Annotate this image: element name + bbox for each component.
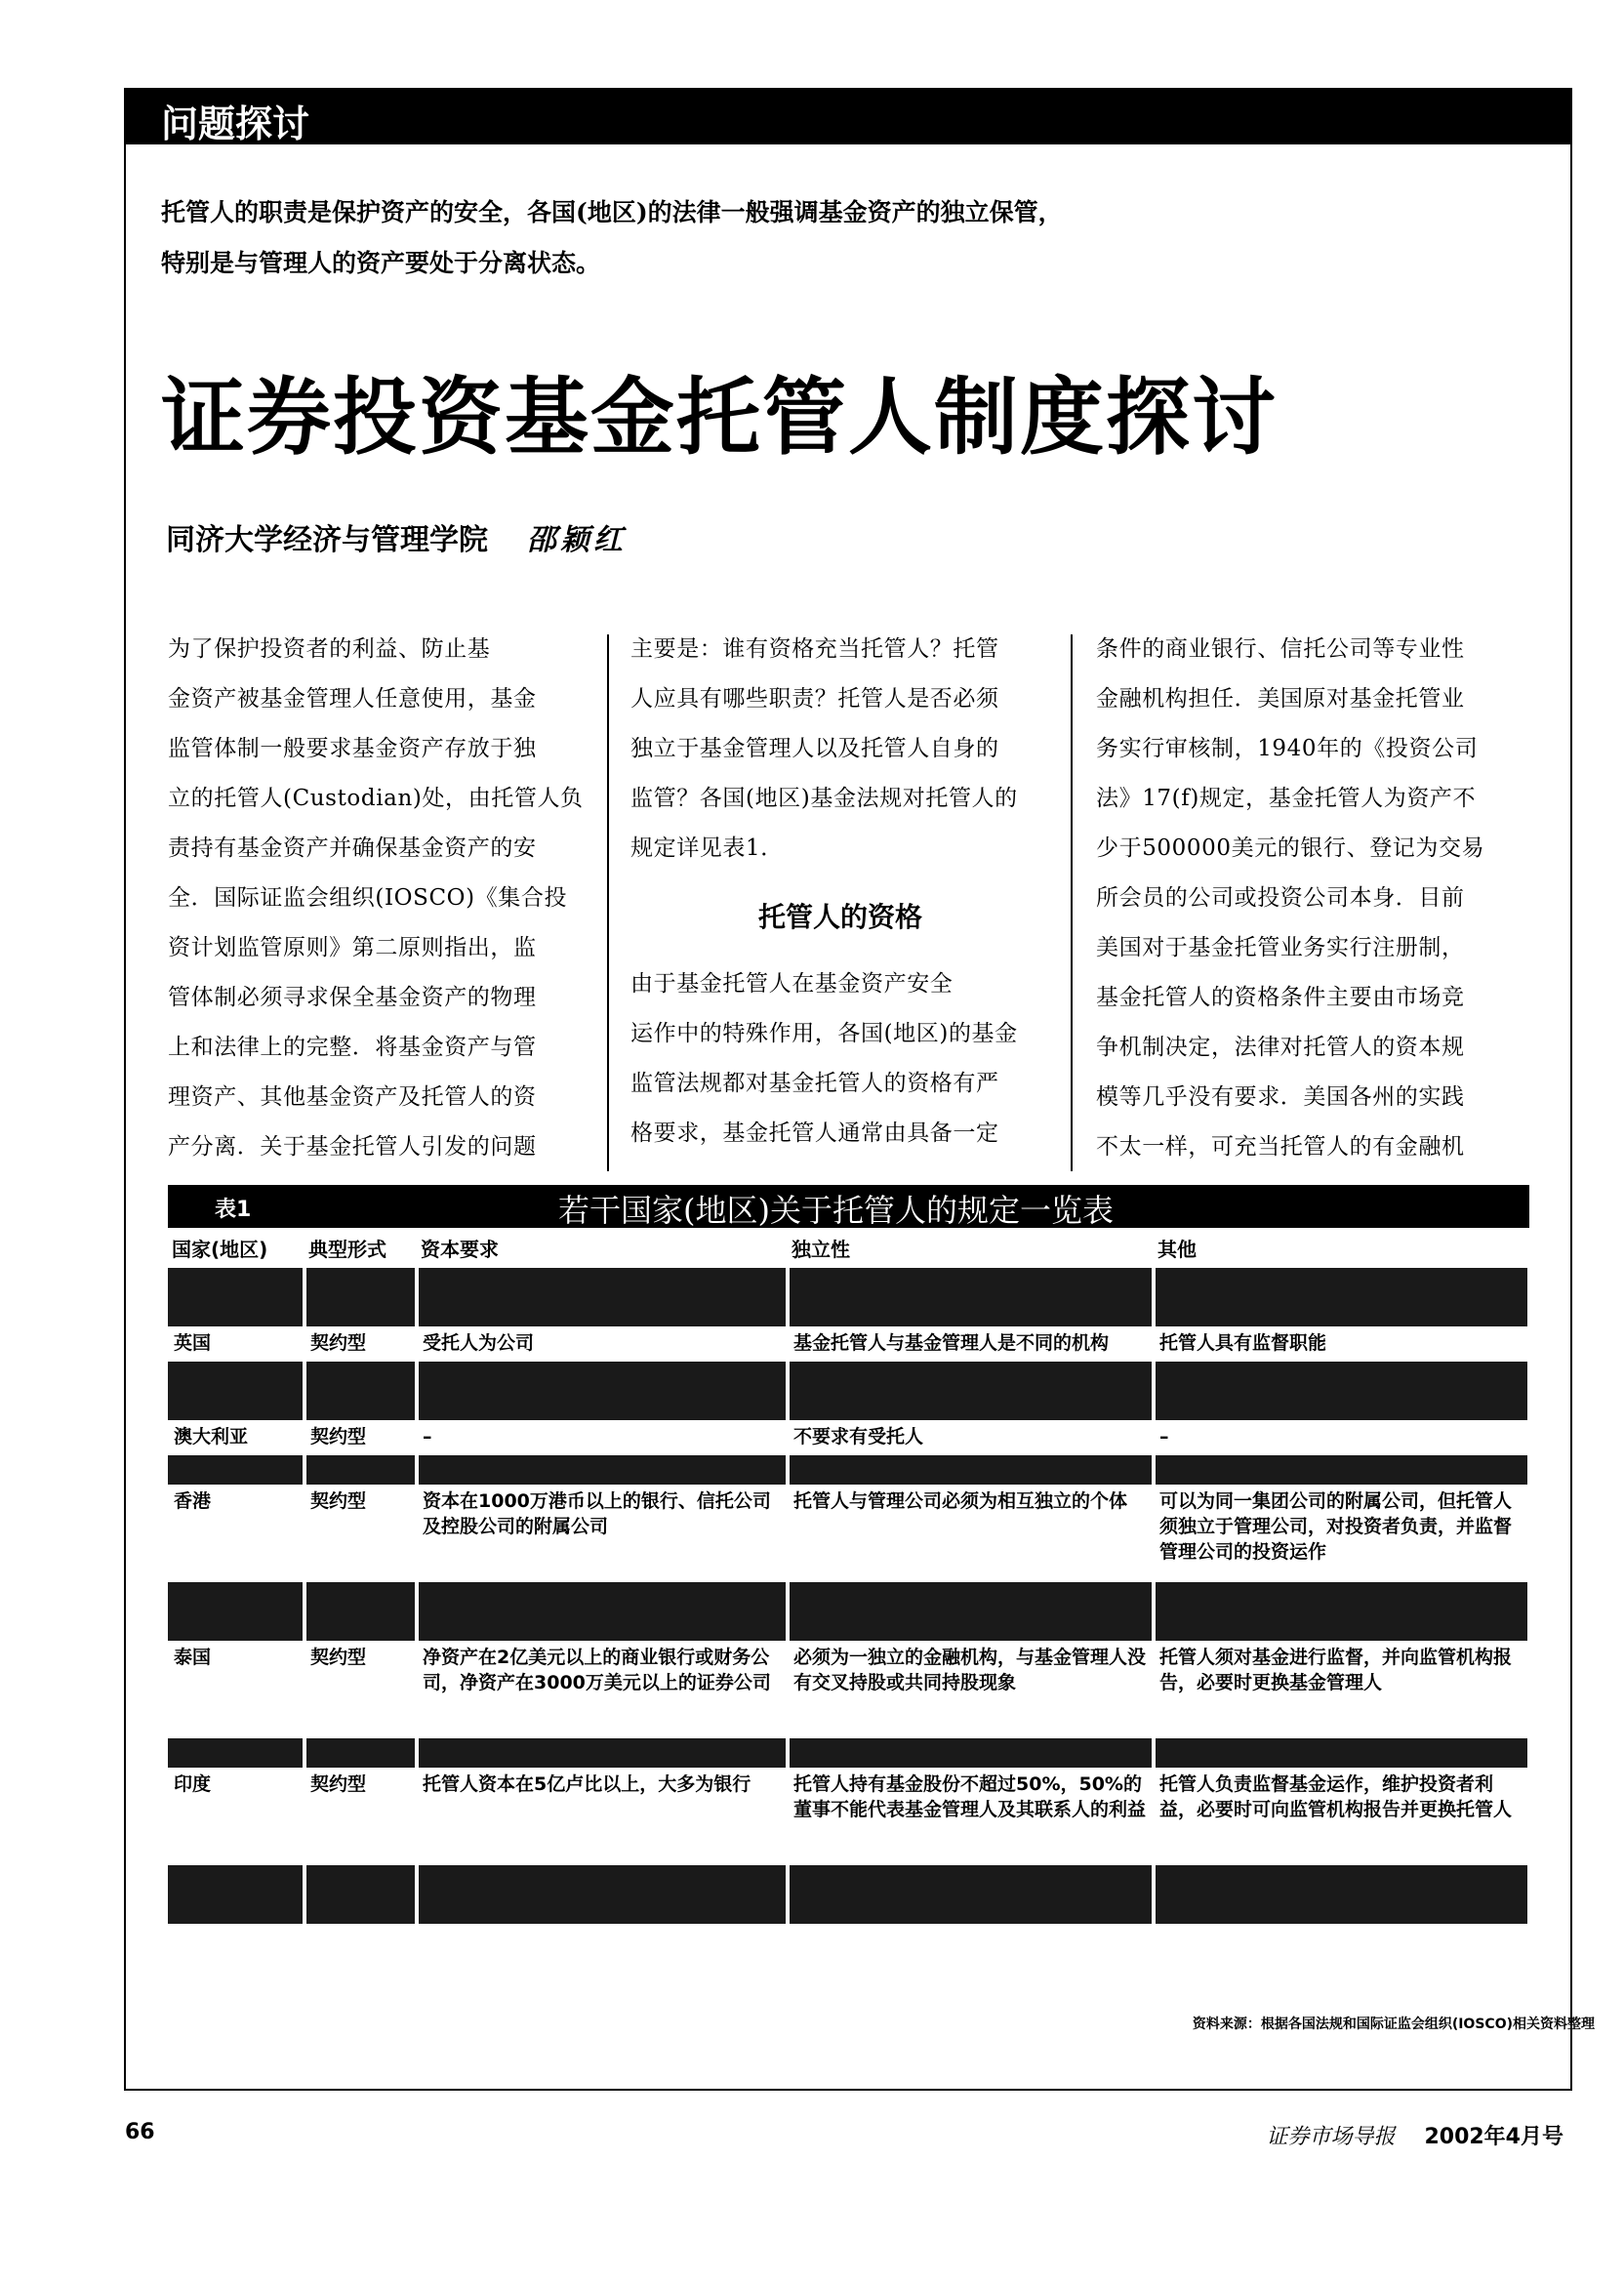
body-text-line: 责持有基金资产并确保基金资产的安 [168,835,537,861]
lead-line: 托管人的职责是保护资产的安全，各国(地区)的法律一般强调基金资产的独立保管， [161,198,1063,226]
column-header: 国家(地区) [172,1238,268,1261]
redacted-cell [168,1454,304,1485]
cell-form: 契约型 [304,1768,417,1864]
section-label: 问题探讨 [161,102,310,145]
redacted-row [168,1268,1529,1326]
body-column-3 [1096,625,1530,1172]
redacted-cell [417,1581,788,1641]
redacted-cell [304,1737,417,1768]
body-text-line: 所会员的公司或投资公司本身．目前 [1096,885,1465,911]
redacted-cell [788,1361,1154,1420]
body-text-line: 独立于基金管理人以及托管人自身的 [630,736,999,761]
cell-capital: – [417,1420,788,1454]
redacted-cell [1154,1581,1529,1641]
body-text-line: 美国对于基金托管业务实行注册制， [1096,935,1465,960]
redacted-cell [1154,1454,1529,1485]
table [168,1228,1531,1924]
body-text-line: 监管？各国(地区)基金法规对托管人的 [630,786,1018,811]
cell-independence: 必须为一独立的金融机构，与基金管理人没有交叉持股或共同持股现象 [788,1641,1154,1737]
body-text-line: 法》17(f)规定，基金托管人为资产不 [1096,786,1477,811]
cell-independence: 不要求有受托人 [788,1420,1154,1454]
body-text-line: 监管法规都对基金托管人的资格有严 [630,1071,999,1096]
column-header: 独立性 [792,1238,850,1261]
cell-other: 托管人负责监督基金运作，维护投资者利益，必要时可向监管机构报告并更换托管人 [1154,1768,1529,1864]
page-number: 66 [125,2120,155,2144]
cell-country: 香港 [168,1485,304,1581]
magazine-name: 证券市场导报 [1266,2125,1396,2149]
lead-line: 特别是与管理人的资产要处于分离状态。 [161,249,601,277]
cell-country: 泰国 [168,1641,304,1737]
redacted-cell [168,1268,304,1326]
body-text-line: 管体制必须寻求保全基金资产的物理 [168,985,537,1010]
redacted-row [168,1581,1529,1641]
body-text-line: 立的托管人(Custodian)处，由托管人负 [168,786,584,811]
column-divider [607,634,609,1171]
cell-capital: 资本在1000万港币以上的银行、信托公司及控股公司的附属公司 [417,1485,788,1581]
table-row [168,1326,1529,1361]
redacted-row [168,1737,1529,1768]
table-caption: 若干国家(地区)关于托管人的规定一览表 [558,1192,1114,1229]
body-text-line: 人应具有哪些职责？托管人是否必须 [630,686,999,712]
table-header-row [168,1228,1529,1268]
cell-independence: 基金托管人与基金管理人是不同的机构 [788,1326,1154,1361]
cell-form: 契约型 [304,1641,417,1737]
column-divider [1071,634,1073,1171]
body-text-line: 争机制决定，法律对托管人的资本规 [1096,1035,1465,1060]
redacted-cell [788,1737,1154,1768]
body-column-1 [168,625,584,1172]
section-header [124,88,1572,144]
redacted-cell [1154,1268,1529,1326]
column-header: 典型形式 [308,1238,386,1261]
redacted-cell [417,1864,788,1924]
subheading: 托管人的资格 [757,901,922,933]
column-header: 其他 [1157,1238,1197,1261]
cell-other: 可以为同一集团公司的附属公司，但托管人须独立于管理公司，对投资者负责，并监督管理公司的投资运作 [1154,1485,1529,1581]
redacted-cell [788,1581,1154,1641]
redacted-cell [417,1361,788,1420]
body-text-line: 资计划监管原则》第二原则指出，监 [168,935,537,960]
author-affiliation: 同济大学经济与管理学院 [166,523,488,557]
body-text-line: 基金托管人的资格条件主要由市场竞 [1096,985,1465,1010]
byline [166,515,627,558]
cell-independence: 托管人与管理公司必须为相互独立的个体 [788,1485,1154,1581]
table-row [168,1768,1529,1864]
body-text-line: 主要是：谁有资格充当托管人？托管 [630,636,999,662]
cell-form: 契约型 [304,1485,417,1581]
issue-date: 2002年4月号 [1424,2125,1563,2149]
lead-summary [161,187,1449,289]
redacted-cell [168,1581,304,1641]
cell-capital: 受托人为公司 [417,1326,788,1361]
redacted-cell [304,1268,417,1326]
body-column-2 [630,625,1050,1159]
redacted-cell [1154,1361,1529,1420]
redacted-cell [168,1737,304,1768]
body-text-line: 条件的商业银行、信托公司等专业性 [1096,636,1465,662]
cell-independence: 托管人持有基金股份不超过50%，50%的董事不能代表基金管理人及其联系人的利益 [788,1768,1154,1864]
table-label: 表1 [215,1198,252,1222]
redacted-cell [304,1581,417,1641]
redacted-cell [304,1454,417,1485]
cell-other: 托管人须对基金进行监督，并向监管机构报告，必要时更换基金管理人 [1154,1641,1529,1737]
cell-form: 契约型 [304,1420,417,1454]
redacted-cell [788,1454,1154,1485]
cell-capital: 托管人资本在5亿卢比以上，大多为银行 [417,1768,788,1864]
table-row [168,1420,1529,1454]
cell-form: 契约型 [304,1326,417,1361]
cell-country: 印度 [168,1768,304,1864]
body-text-line: 监管体制一般要求基金资产存放于独 [168,736,537,761]
redacted-row [168,1361,1529,1420]
redacted-cell [788,1268,1154,1326]
footer-masthead [1266,2120,1563,2150]
body-text-line: 金融机构担任．美国原对基金托管业 [1096,686,1465,712]
body-text-line: 为了保护投资者的利益、防止基 [168,636,491,662]
redacted-cell [417,1737,788,1768]
redacted-cell [417,1454,788,1485]
column-header: 资本要求 [421,1238,499,1261]
body-text-line: 理资产、其他基金资产及托管人的资 [168,1084,537,1110]
table-source-note: 资料来源：根据各国法规和国际证监会组织(IOSCO)相关资料整理 [1192,2017,1595,2032]
cell-other: – [1154,1420,1529,1454]
body-text-line: 模等几乎没有要求．美国各州的实践 [1096,1084,1465,1110]
redacted-cell [788,1864,1154,1924]
body-text-line: 不太一样，可充当托管人的有金融机 [1096,1134,1465,1160]
redacted-cell [417,1268,788,1326]
body-text-line: 运作中的特殊作用，各国(地区)的基金 [630,1021,1018,1046]
redacted-cell [304,1361,417,1420]
table-row [168,1641,1529,1737]
regulation-table [168,1185,1529,1924]
body-text-line: 少于500000美元的银行、登记为交易 [1096,835,1485,861]
article-title: 证券投资基金托管人制度探讨 [161,369,1278,467]
body-text-line: 规定详见表1． [630,835,784,861]
table-title-bar [168,1185,1529,1228]
author-name: 邵颖红 [527,523,627,557]
redacted-cell [1154,1864,1529,1924]
redacted-cell [168,1361,304,1420]
cell-country: 英国 [168,1326,304,1361]
redacted-cell [304,1864,417,1924]
body-text-line: 务实行审核制，1940年的《投资公司 [1096,736,1479,761]
body-text-line: 金资产被基金管理人任意使用，基金 [168,686,537,712]
redacted-row [168,1864,1529,1924]
cell-other: 托管人具有监督职能 [1154,1326,1529,1361]
cell-country: 澳大利亚 [168,1420,304,1454]
redacted-row [168,1454,1529,1485]
redacted-cell [168,1864,304,1924]
table-row [168,1485,1529,1581]
body-text-line: 产分离．关于基金托管人引发的问题 [168,1134,537,1160]
body-text-line: 格要求，基金托管人通常由具备一定 [630,1121,999,1146]
body-text-line: 由于基金托管人在基金资产安全 [630,971,954,997]
body-text-line: 上和法律上的完整．将基金资产与管 [168,1035,537,1060]
redacted-cell [1154,1737,1529,1768]
cell-capital: 净资产在2亿美元以上的商业银行或财务公司，净资产在3000万美元以上的证券公司 [417,1641,788,1737]
body-text-line: 全．国际证监会组织(IOSCO)《集合投 [168,885,568,911]
